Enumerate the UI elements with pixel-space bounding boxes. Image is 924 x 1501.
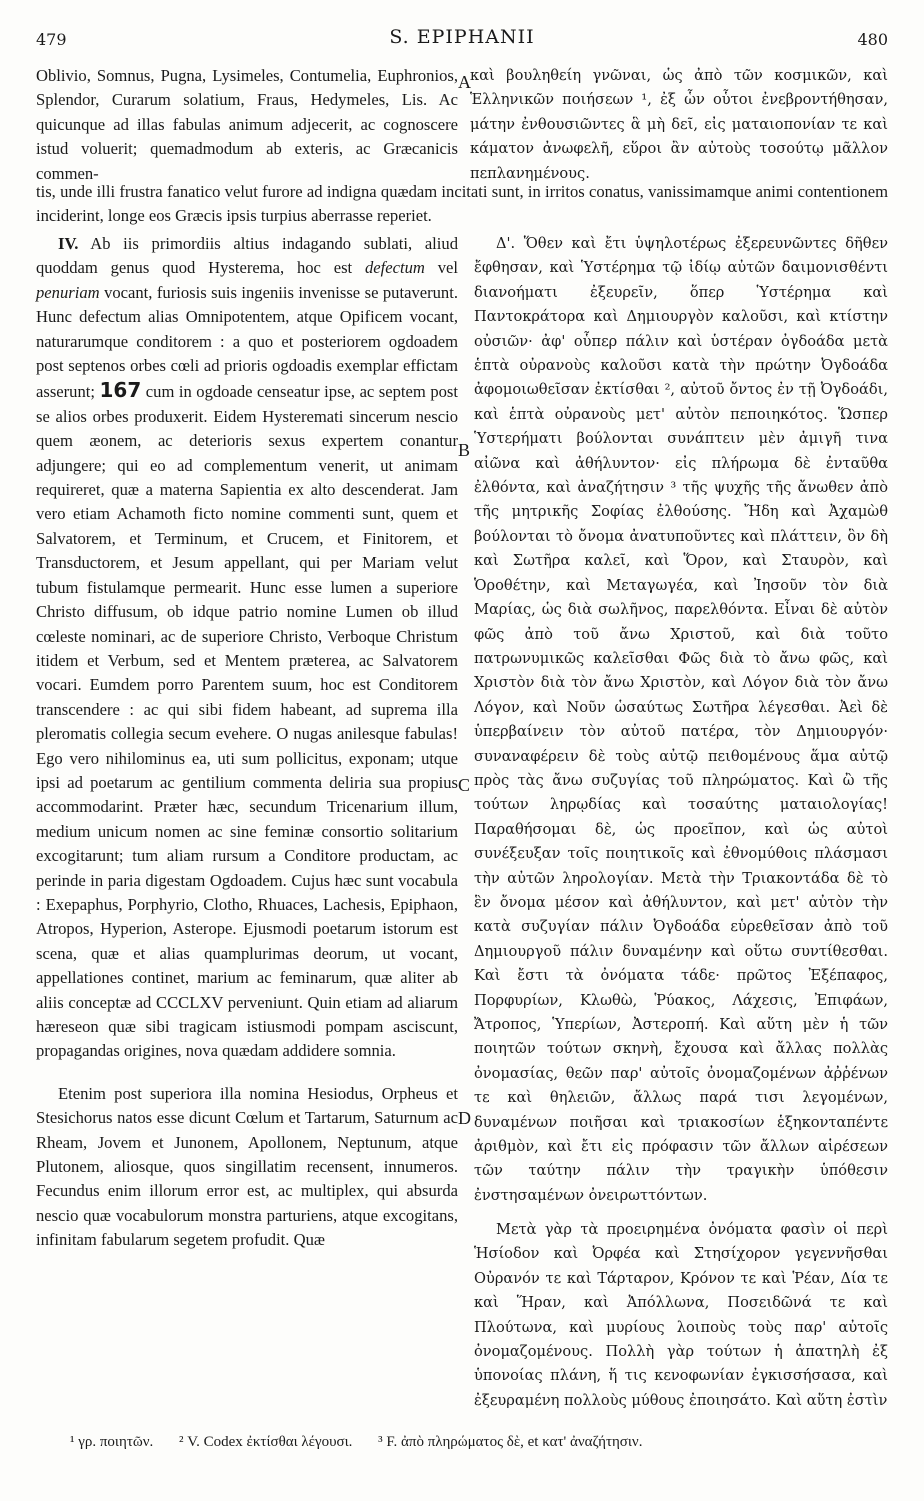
latin-column — [36, 232, 458, 1412]
section-number-latin: IV. — [58, 234, 79, 253]
latin-column-top — [36, 64, 458, 183]
running-title: S. EPIPHANII — [389, 26, 535, 48]
footnote-3: ³ F. ἀπὸ πληρώματος δὲ, et κατ' ἀναζήτησιν. — [378, 1434, 643, 1450]
greek-column-top — [470, 64, 888, 180]
latin-text: vocant, furiosis suis ingeniis invenisse se putaverunt. Hunc defectum alias Omnipotentem, atque Opificem vocant, naturarumque conditorem : a quo et posteriorem ogdoadem post septenos orbes cœli ad prioris ogdoadis exemplar effictam asserunt; — [36, 282, 458, 402]
latin-text: Ab iis primordiis altius indagando sublati, aliud quoddam genus quod Hysterema, hoc est — [36, 234, 459, 278]
italic-term: defectum — [364, 258, 425, 278]
greek-paragraph-2: Μετὰ γὰρ τὰ προειρημένα ὀνόματα φασὶν οἱ περὶ Ἡσίοδον καὶ Ὀρφέα καὶ Στησίχορον γεγεννῆσθαι Οὐρανόν τε καὶ Τάρταρον, Κρόνον τε καὶ Ῥέαν, Δία τε καὶ Ἥραν, καὶ Ἀπόλλωνα, Ποσειδῶνά τε καὶ Πλούτωνα, καὶ μυρίους λοιποὺς τοὺς παρ' αὐτοῖς ὀνομαζομένους. Πολλὴ γὰρ τούτων ἡ ἀπατηλὴ ἐξ ὑπονοίας πλάνη, ἥ τις κενοφωνίαν ἐγκισσήσασα, καὶ ἐξευραμένη πολλοὺς μύθους ἐποιησάτο. Καὶ αὕτη ἐστὶν — [474, 1221, 888, 1409]
greek-text: Ὅθεν καὶ ἔτι ὑψηλοτέρως ἐξερευνῶντες δῆθεν ἔφθησαν, καὶ Ὑστέρημα τῷ ἰδίῳ αὐτῶν δαιμονισθέντι διανοήματι ἐξευρεῖν, ὅπερ Ὑστέρημα καὶ Παντοκράτορα καὶ Δημιουργὸν καλοῦσι, καὶ κτίστην οὐσιῶν· ἀφ' οὗπερ πάλιν καὶ ὑστέραν ὀγδοάδα μετὰ ἑπτὰ οὐρανοὺς καλοῦσι κατὰ τὴν πρώτην Ὀγδοάδα ἀφομοιωθεῖσαν ἐκτίσθαι ², αὐτοῦ ὄντος ἐν τῇ Ὀγδοάδι, καὶ ἑπτὰ οὐρανοὺς μετ' αὐτὸν πεποιηκότος. Ὥσπερ Ὑστερήματι βούλονται συνάπτειν μὲν ἀμιγῆ τινα αἰῶνα καὶ ἀθήλυντον· εἰς πλήρωμα δὲ ἐνταῦθα ἐλθόντα, καὶ ἀναζήτησιν ³ τῆς ψυχῆς τῆς ἄνωθεν ἀπὸ τῆς μητρικῆς Σοφίας ἐλθούσης. Ἤδη καὶ Ἀχαμὼθ βούλονται τὸ ὄνομα ἀνατυποῦντες καὶ πλάττειν, ὃν δὴ καὶ Σωτῆρα καλεῖ, καὶ Ὅρον, καὶ Σταυρὸν, καὶ Ὁροθέτην, καὶ Μεταγωγέα, καὶ Ἰησοῦν τὸν διὰ Μαρίας, ὡς διὰ σωλῆνος, παρελθόντα. Εἶναι δὲ αὐτὸν φῶς ἀπὸ τοῦ ἄνω Χριστοῦ, καὶ διὰ τοῦτο πατρωνυμικῶς καλεῖσθαι Φῶς διὰ τὸ ἄνω φῶς, καὶ Χριστὸν διὰ τὸν ἄνω Χριστὸν, καὶ Λόγον διὰ τὸν ἄνω Λόγον, καὶ Νοῦν ὡσαύτως Σωτῆρα λέγεσθαι. Ἀεὶ δὲ ὑπερβαίνειν τὸν αὐτοῦ πατέρα, τὸν Δημιουργόν· συναναφέρειν δὲ τοὺς αὐτῷ πειθομένους ἅμα αὐτῷ πρὸς τὰς ἄνω συζυγίας τοῦ πληρώματος. Καὶ ὢ τῆς τούτων ληρῳδίας καὶ τοσαύτης ματαιολογίας! Παραθήσομαι δὲ, ὡς προεῖπον, καὶ ὡς αὐτοὶ συνέξευξαν τοῖς ποιητικοῖς καὶ ἐθνομύθοις πλάσμασι τὴν αὐτῶν ληρολογίαν. Μετὰ τὴν Τριακοντάδα δὲ τὸ ἓν ὄνομα μέσον καὶ ἀθήλυντον, καὶ μετ' αὐτὸν τὴν κατὰ συζυγίαν πάλιν Ὀγδοάδα εὑρεθεῖσαν ἀπὸ τοῦ Δημιουργοῦ πάλιν δυναμένην καὶ οὕτω συντίθεσθαι. Καὶ ἔστι τὰ ὀνόματα τάδε· πρῶτος Ἐξέπαφος, Πορφυρίων, Κλωθὼ, Ῥύακος, Λάχεσις, Ἐπιφάων, Ἄτροπος, Ὑπερίων, Ἀστεροπή. Καὶ αὕτη μὲν ἡ τῶν ποιητῶν τούτων σκηνὴ, ἔχουσα καὶ ἄλλας πολλὰς ὀνομασίας, θεῶν παρ' αὐτοῖς ὀνομαζομένων ἀῤῥένων τε καὶ θηλειῶν, ἄλλως παρά τισι λεγομένων, δυναμένων ποιῆσαι καὶ τριακοσίων ἑξηκονταπέντε ἀριθμὸν, καὶ ἔτι εἰς πρόφασιν τῶν ἄλλων αἱρέσεων τῶν ταύτην πάλιν τὴν τραγικὴν ὑπόθεσιν ἐνστησαμένων ὀνειρωττόντων. — [474, 235, 889, 1204]
greek-paragraph-iv — [474, 232, 888, 1208]
greek-top-text: καὶ βουληθείη γνῶναι, ὡς ἀπὸ τῶν κοσμικῶν, καὶ Ἑλληνικῶν ποιήσεων ¹, ἐξ ὧν οὗτοι ἐνεβροντήθησαν, μάτην ἐνθουσιῶντες ἃ μὴ δεῖ, εἰς ματαιοπονίαν τε καὶ κάματον ἀνωφελῆ, εὕροι ἂν αὐτοὺς τοσούτῳ μᾶλλον πεπλανημένους. — [470, 67, 888, 182]
page-number-left: 479 — [36, 30, 67, 49]
margin-letter-b: B — [458, 440, 471, 460]
latin-paragraph-iv — [36, 232, 458, 1064]
latin-top-text: Oblivio, Somnus, Pugna, Lysimeles, Contumelia, Euphronios, Splendor, Curarum solatium, Fraus, Hedymeles, Lis. Ac quicunque ad illas fabulas animum adjecerit, ac cognoscere istud voluerit; quemadmodum ab exteris, ac Græcanicis commen- — [36, 66, 458, 183]
greek-column-2 — [474, 1218, 888, 1414]
margin-letter-c: C — [458, 775, 471, 795]
full-width-text: tis, unde illi frustra fanatico velut furore ad indigna quædam incitati sunt, in irritos conatus, vanissimamque animi contentionem inciderint, longe eos Græcis ipsis turpius aberrasse reperiet. — [36, 182, 888, 226]
footnote-2: ² V. Codex ἐκτίσθαι λέγουσι. — [179, 1434, 353, 1450]
latin-paragraph-2: Etenim post superiora illa nomina Hesiodus, Orpheus et Stesichorus natos esse dicunt Cœlum et Tartarum, Saturnum ac Rheam, Jovem et Junonem, Apollonem, Neptunum, atque Plutonem, aliosque, quos singillatim recensent, innumeros. Fecundus enim illorum error est, ac multiplex, qui absurda nescio quæ vocabulorum monstra parturiens, atque excogitans, infinitam fabularum segetem profudit. Quæ — [36, 1083, 458, 1250]
margin-letter-a: A — [458, 72, 471, 92]
section-number-greek: Δ'. — [496, 235, 516, 252]
margin-letter-d: D — [458, 1108, 471, 1128]
italic-term: penuriam — [36, 282, 100, 302]
running-header — [36, 26, 888, 60]
footnote-1: ¹ γρ. ποιητῶν. — [70, 1434, 154, 1450]
greek-column — [474, 232, 889, 1204]
footnotes — [70, 1434, 870, 1451]
latin-text: vel — [437, 258, 458, 278]
page-number-right: 480 — [857, 30, 888, 49]
latin-text: cum in ogdoade censeatur ipse, ac septem post se alios orbes produxerit. Eidem Hysteremati sincerum nescio quem æonem, ac deterioris sexus expertem conantur adjungere; qui eo ad complementum venerit, ut animam requireret, quæ a materna Sapientia ex alto descenderat. Jam vero etiam Achamoth ficto nomine commenti sunt, quem et Salvatorem, et Terminum, et Crucem, et Finitorem, et Transductorem, et Jesum appellant, qui per Mariam velut tubum fistulamque permearit. Hunc esse lumen a superiore Christo diffusum, ob idque patrio nomine Lumen ob illud cœleste nominari, ac de superiore Christo, Verboque Christum itidem et Verbum, sed et Mentem præterea, ac Salvatorem vocari. Eumdem porro Parentem suum, hoc est Conditorem transcendere : ac qui sibi fidem habeant, ad suprema illa pleromatis collegia secum evehere. O nugas anilesque fabulas! Ego vero nihilominus ea, uti sum pollicitus, exponam; utque ipsi ad poetarum ac gentilium commenta deliria sua propius accommodarint. Præter hæc, secundum Tricenarium illum, medium unicum nomen ac sine feminæ consortio solitarium excogitarunt; tum aliam rursum a Conditore productam, ac perinde in paria digestam Ogdoadem. Cujus hæc sunt vocabula : Exepaphus, Porphyrio, Clotho, Rhuaces, Lachesis, Epiphaon, Atropos, Hyperion, Asterope. Ejusmodi poetarum istorum est scena, quæ et alias quamplurimas deorum, ut vocant, appellationes continet, marium ac feminarum, quæ aliter ab aliis conceptæ ad CCCLXV perveniunt. Quin etiam ad aliarum hæreseon quæ sibi tragicam istiusmodi pompam asciscunt, propagandas origines, nova quædam addidere somnia. — [36, 382, 458, 1061]
page-reference: 167 — [99, 378, 142, 403]
full-width-line — [36, 180, 888, 229]
